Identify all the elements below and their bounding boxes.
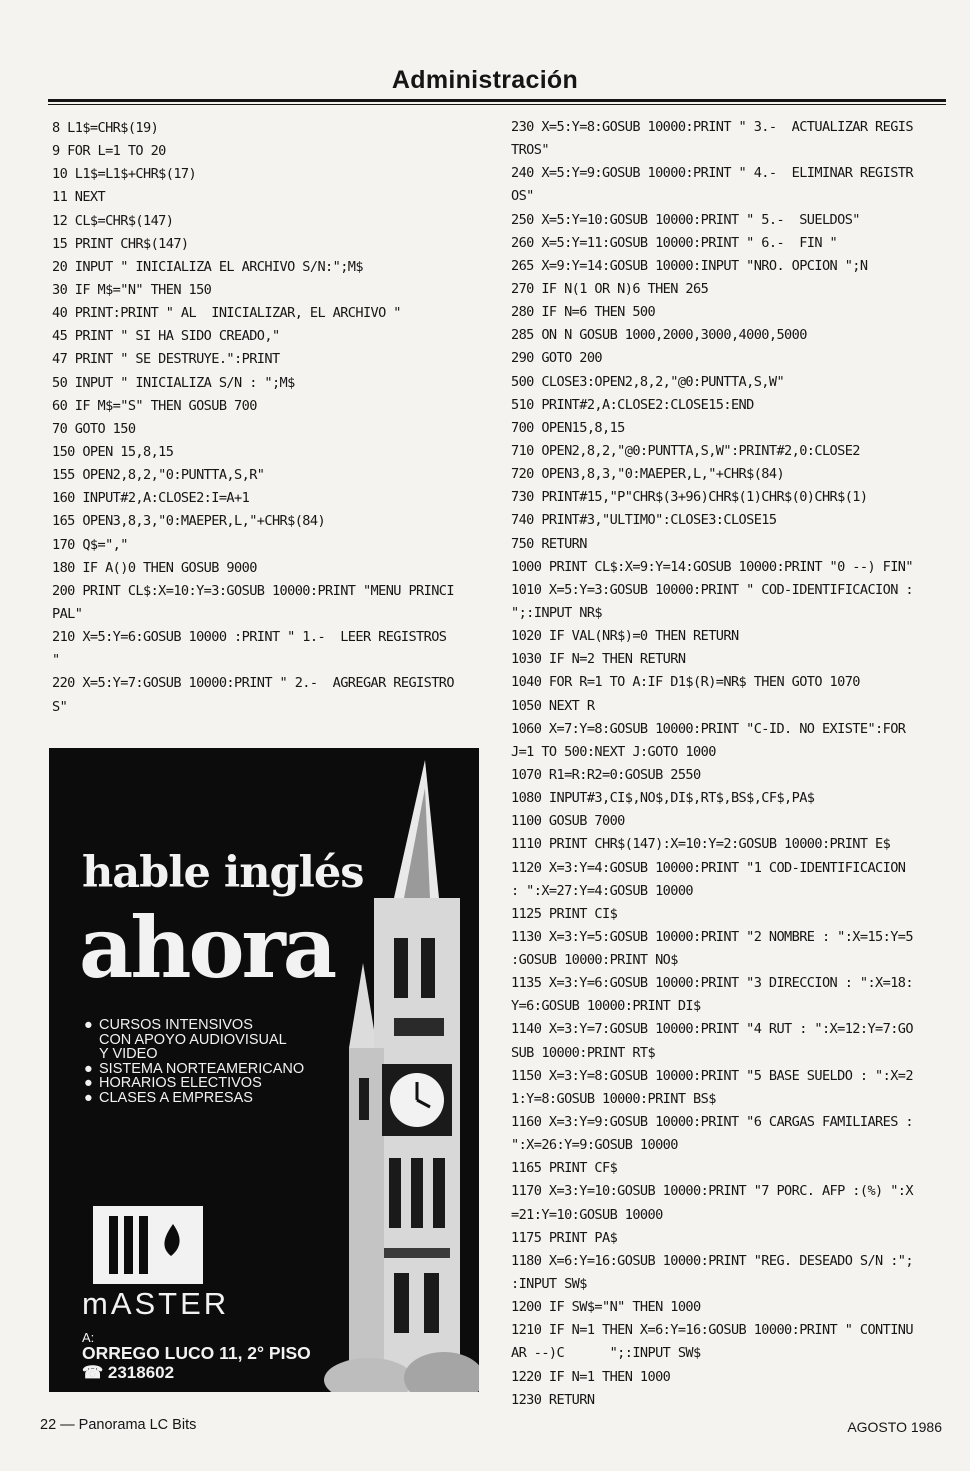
code-line: 1110 PRINT CHR$(147):X=10:Y=2:GOSUB 10000:PRINT E$ xyxy=(511,836,891,853)
code-line: 10 L1$=L1$+CHR$(17) xyxy=(52,166,197,183)
code-line: 500 CLOSE3:OPEN2,8,2,"@0:PUNTTA,S,W" xyxy=(511,373,785,390)
ad-feature-item xyxy=(82,1018,304,1033)
header-rule-thick xyxy=(48,99,946,102)
footer-page-info: 22 — Panorama LC Bits xyxy=(40,1417,197,1433)
ad-feature-text: CURSOS INTENSIVOS xyxy=(99,1017,253,1033)
code-line: 1030 IF N=2 THEN RETURN xyxy=(511,651,686,668)
code-line: J=1 TO 500:NEXT J:GOTO 1000 xyxy=(511,743,716,760)
code-line: 1040 FOR R=1 TO A:IF D1$(R)=NR$ THEN GOTO 1070 xyxy=(511,674,860,691)
master-logo-icon xyxy=(93,1206,203,1284)
ad-big-word: ahora xyxy=(79,898,335,997)
code-line: 1020 IF VAL(NR$)=0 THEN RETURN xyxy=(511,628,739,645)
ad-feature-list xyxy=(82,1018,304,1106)
code-line: 700 OPEN15,8,15 xyxy=(511,419,625,436)
ad-feature-item xyxy=(82,1091,304,1106)
bullet-icon: ● xyxy=(84,1089,93,1106)
code-line: 1150 X=3:Y=8:GOSUB 10000:PRINT "5 BASE SUELDO : ":X=2 xyxy=(511,1067,913,1084)
code-line: 1050 NEXT R xyxy=(511,697,595,714)
advertisement xyxy=(49,748,479,1392)
code-line: 740 PRINT#3,"ULTIMO":CLOSE3:CLOSE15 xyxy=(511,512,777,529)
ad-feature-item xyxy=(82,1033,304,1048)
code-line: 15 PRINT CHR$(147) xyxy=(52,235,189,252)
code-line: 230 X=5:Y=8:GOSUB 10000:PRINT " 3.- ACTUALIZAR REGIS xyxy=(511,119,913,135)
code-line: 280 IF N=6 THEN 500 xyxy=(511,304,656,321)
code-line: 8 L1$=CHR$(19) xyxy=(52,120,159,136)
code-line: :INPUT SW$ xyxy=(511,1276,587,1293)
code-line: Y=6:GOSUB 10000:PRINT DI$ xyxy=(511,998,701,1015)
ad-address-label: A: xyxy=(82,1330,95,1345)
code-line: 11 NEXT xyxy=(52,189,106,206)
code-line: : ":X=27:Y=4:GOSUB 10000 xyxy=(511,882,694,899)
ad-feature-text: HORARIOS ELECTIVOS xyxy=(99,1075,262,1092)
code-line: 750 RETURN xyxy=(511,535,587,552)
code-line: 1170 X=3:Y=10:GOSUB 10000:PRINT "7 PORC. AFP :(%) ":X xyxy=(511,1183,913,1200)
page-title: Administración xyxy=(391,66,579,94)
header-rule-thin xyxy=(48,104,946,105)
code-line: :GOSUB 10000:PRINT NO$ xyxy=(511,952,678,969)
code-line: 1125 PRINT CI$ xyxy=(511,905,618,922)
code-line: 260 X=5:Y=11:GOSUB 10000:PRINT " 6.- FIN " xyxy=(511,234,838,251)
left-code-listing xyxy=(52,117,454,719)
ad-feature-item xyxy=(82,1062,304,1077)
code-line: 70 GOTO 150 xyxy=(52,420,136,437)
code-line: 220 X=5:Y=7:GOSUB 10000:PRINT " 2.- AGREGAR REGISTRO xyxy=(52,675,454,692)
code-line: AR --)C ";:INPUT SW$ xyxy=(511,1345,701,1362)
code-line: S" xyxy=(52,698,68,715)
code-line: 20 INPUT " INICIALIZA EL ARCHIVO S/N:";M$ xyxy=(52,258,363,275)
code-line: 60 IF M$="S" THEN GOSUB 700 xyxy=(52,397,257,414)
code-line: 180 IF A()0 THEN GOSUB 9000 xyxy=(52,559,257,576)
code-line: 730 PRINT#15,"P"CHR$(3+96)CHR$(1)CHR$(0)CHR$(1) xyxy=(511,489,868,506)
ad-feature-item xyxy=(82,1047,304,1062)
code-line: 1230 RETURN xyxy=(511,1391,595,1408)
ad-feature-text: CLASES A EMPRESAS xyxy=(99,1089,253,1106)
code-line: 50 INPUT " INICIALIZA S/N : ";M$ xyxy=(52,374,295,391)
code-line: ";:INPUT NR$ xyxy=(511,604,603,621)
code-line: 155 OPEN2,8,2,"0:PUNTTA,S,R" xyxy=(52,467,265,484)
code-line: SUB 10000:PRINT RT$ xyxy=(511,1044,656,1061)
code-line: 160 INPUT#2,A:CLOSE2:I=A+1 xyxy=(52,490,250,507)
code-line: PAL" xyxy=(52,605,83,622)
code-line: 1220 IF N=1 THEN 1000 xyxy=(511,1368,671,1385)
code-line: 47 PRINT " SE DESTRUYE.":PRINT xyxy=(52,351,280,368)
code-line: 265 X=9:Y=14:GOSUB 10000:INPUT "NRO. OPCION ";N xyxy=(511,257,868,274)
ad-feature-text: SISTEMA NORTEAMERICANO xyxy=(99,1060,305,1077)
code-line: 30 IF M$="N" THEN 150 xyxy=(52,281,212,298)
ad-phone: ☎ 2318602 xyxy=(82,1363,175,1382)
code-line: 285 ON N GOSUB 1000,2000,3000,4000,5000 xyxy=(511,327,807,344)
code-line: 1130 X=3:Y=5:GOSUB 10000:PRINT "2 NOMBRE : ":X=15:Y=5 xyxy=(511,928,913,945)
code-line: 250 X=5:Y=10:GOSUB 10000:PRINT " 5.- SUELDOS" xyxy=(511,211,860,228)
code-line: ":X=26:Y=9:GOSUB 10000 xyxy=(511,1137,678,1154)
code-line: 240 X=5:Y=9:GOSUB 10000:PRINT " 4.- ELIMINAR REGISTR xyxy=(511,165,913,182)
code-line: 1100 GOSUB 7000 xyxy=(511,813,625,830)
ad-feature-item xyxy=(82,1076,304,1091)
code-line: 210 X=5:Y=6:GOSUB 10000 :PRINT " 1.- LEER REGISTROS xyxy=(52,629,447,646)
bullet-icon: ● xyxy=(84,1017,93,1033)
code-line: TROS" xyxy=(511,142,549,159)
code-line: 40 PRINT:PRINT " AL INICIALIZAR, EL ARCHIVO " xyxy=(52,305,401,322)
code-line: 200 PRINT CL$:X=10:Y=3:GOSUB 10000:PRINT "MENU PRINCI xyxy=(52,582,454,599)
code-line: 45 PRINT " SI HA SIDO CREADO," xyxy=(52,328,280,345)
code-line: 1165 PRINT CF$ xyxy=(511,1160,618,1177)
code-line: 170 Q$="," xyxy=(52,536,128,553)
code-line: 270 IF N(1 OR N)6 THEN 265 xyxy=(511,280,709,297)
code-line: 1120 X=3:Y=4:GOSUB 10000:PRINT "1 COD-IDENTIFICACION xyxy=(511,859,906,876)
bullet-icon: ● xyxy=(84,1075,93,1092)
code-line: 165 OPEN3,8,3,"0:MAEPER,L,"+CHR$(84) xyxy=(52,513,326,530)
code-line: 1:Y=8:GOSUB 10000:PRINT BS$ xyxy=(511,1090,716,1107)
code-line: 1175 PRINT PA$ xyxy=(511,1229,618,1246)
code-line: 1135 X=3:Y=6:GOSUB 10000:PRINT "3 DIRECCION : ":X=18: xyxy=(511,975,913,992)
code-line: 290 GOTO 200 xyxy=(511,350,603,367)
code-line: 12 CL$=CHR$(147) xyxy=(52,212,174,229)
code-line: 1060 X=7:Y=8:GOSUB 10000:PRINT "C-ID. NO EXISTE":FOR xyxy=(511,720,906,737)
code-line: 1160 X=3:Y=9:GOSUB 10000:PRINT "6 CARGAS FAMILIARES : xyxy=(511,1114,913,1131)
bullet-icon: ● xyxy=(84,1060,93,1077)
right-code-listing xyxy=(511,116,913,1412)
ad-headline: hable inglés xyxy=(82,848,364,898)
code-line: 720 OPEN3,8,3,"0:MAEPER,L,"+CHR$(84) xyxy=(511,466,785,483)
code-line: 1000 PRINT CL$:X=9:Y=14:GOSUB 10000:PRINT "0 --) FIN" xyxy=(511,558,913,575)
code-line: 1200 IF SW$="N" THEN 1000 xyxy=(511,1299,701,1316)
code-line: " xyxy=(52,652,60,669)
ad-address: ORREGO LUCO 11, 2° PISO xyxy=(82,1343,311,1363)
code-line: 1070 R1=R:R2=0:GOSUB 2550 xyxy=(511,766,701,783)
code-line: 510 PRINT#2,A:CLOSE2:CLOSE15:END xyxy=(511,396,754,413)
code-line: 710 OPEN2,8,2,"@0:PUNTTA,S,W":PRINT#2,0:CLOSE2 xyxy=(511,442,860,459)
ad-brand: mASTER xyxy=(82,1286,230,1321)
code-line: 150 OPEN 15,8,15 xyxy=(52,443,174,460)
code-line: 9 FOR L=1 TO 20 xyxy=(52,143,166,160)
footer-date: AGOSTO 1986 xyxy=(847,1419,942,1435)
ad-feature-text: Y VIDEO xyxy=(99,1046,158,1063)
code-line: 1010 X=5:Y=3:GOSUB 10000:PRINT " COD-IDENTIFICACION : xyxy=(511,581,913,598)
code-line: 1210 IF N=1 THEN X=6:Y=16:GOSUB 10000:PRINT " CONTINU xyxy=(511,1322,913,1339)
code-line: =21:Y=10:GOSUB 10000 xyxy=(511,1206,663,1223)
code-line: 1080 INPUT#3,CI$,NO$,DI$,RT$,BS$,CF$,PA$ xyxy=(511,790,815,807)
ad-feature-text: CON APOYO AUDIOVISUAL xyxy=(99,1031,287,1048)
code-line: 1180 X=6:Y=16:GOSUB 10000:PRINT "REG. DESEADO S/N :"; xyxy=(511,1252,913,1269)
code-line: 1140 X=3:Y=7:GOSUB 10000:PRINT "4 RUT : ":X=12:Y=7:GO xyxy=(511,1021,913,1038)
code-line: OS" xyxy=(511,188,534,205)
